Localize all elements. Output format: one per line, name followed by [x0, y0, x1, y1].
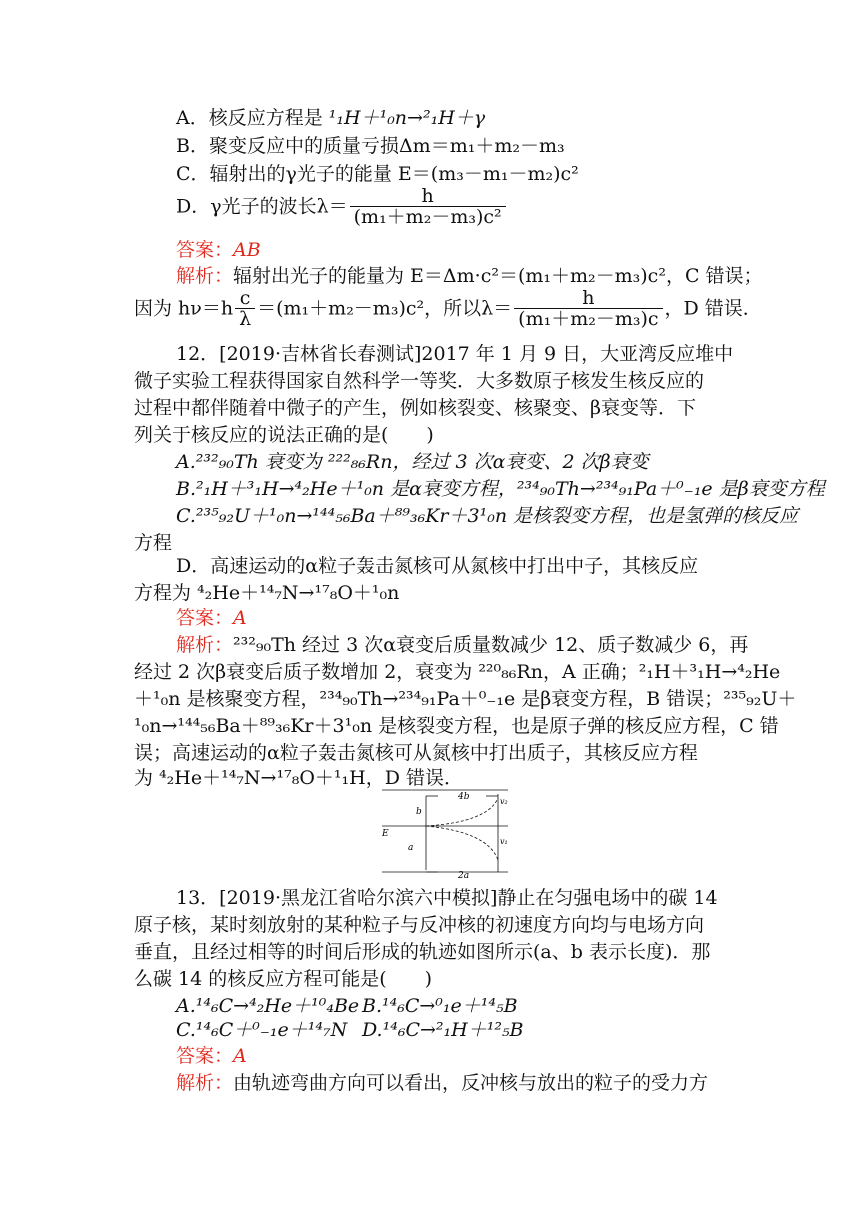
figure-label-v2: v₂	[500, 797, 508, 806]
q11-option-c: C．辐射出的γ光子的能量 E＝(m₃－m₁－m₂)c²	[176, 163, 579, 185]
q12-stem-line3: 过程中都伴随着中微子的产生，例如核裂变、核聚变、β衰变等．下	[134, 397, 696, 419]
q13-stem-line2: 原子核，某时刻放射的某种粒子与反冲核的初速度方向均与电场方向	[134, 914, 705, 936]
q12-analysis-line2: 经过 2 次β衰变后质子数增加 2，衰变为 ²²⁰₈₆Rn，A 正确；²₁H＋³₁H→⁴₂He	[134, 661, 781, 683]
q13-option-c: C.¹⁴₆C＋⁰₋₁e＋¹⁴₇N	[176, 1019, 348, 1041]
q12-option-c-line2: 方程	[134, 532, 173, 554]
figure-label-4b: 4b	[458, 792, 470, 802]
q11-analysis-line2: 因为 hν＝h $\frac{c}{\lambda}$ ＝(m₁＋m₂－m₃)c²，所以λ＝ $\frac{h}{\text{(m₁＋m₂－m₃)c}}$ ，D 错误．	[134, 287, 762, 330]
figure-label-b: b	[416, 807, 422, 817]
q13-stem-line3: 垂直，且经过相等的时间后形成的轨迹如图所示(a、b 表示长度)．那	[134, 941, 711, 963]
figure-label-v1: v₁	[500, 837, 508, 846]
q13-option-b: B.¹⁴₆C→⁰₁e＋¹⁴₅B	[362, 995, 518, 1017]
wavelength-fraction: $\frac{h}{\text{(m₁＋m₂－m₃)c²}}$	[350, 186, 506, 227]
q12-answer: 答案：A	[176, 607, 247, 629]
q12-option-a: A.²³²₉₀Th 衰变为 ²²²₈₆Rn，经过 3 次α衰变、2 次β衰变	[176, 451, 649, 473]
q13-answer: 答案：A	[176, 1045, 247, 1067]
q12-option-b: B.²₁H＋³₁H→⁴₂He＋¹₀n 是α衰变方程，²³⁴₉₀Th→²³⁴₉₁Pa＋⁰₋₁e 是β衰变方程	[176, 478, 825, 500]
q11-answer: 答案：AB	[176, 239, 261, 261]
q11-option-d: D．γ光子的波长λ＝ $\frac{h}{\text{(m₁＋m₂－m₃)c²}}$	[176, 186, 508, 227]
q12-analysis-line6: 为 ⁴₂He＋¹⁴₇N→¹⁷₈O＋¹₁H，D 错误．	[134, 767, 463, 789]
q12-analysis-line5: 误；高速运动的α粒子轰击氮核可从氮核中打出质子，其核反应方程	[134, 742, 698, 764]
trajectory-figure	[378, 786, 512, 878]
figure-label-2a: 2a	[458, 871, 470, 878]
figure-label-e: E	[382, 829, 389, 839]
q12-stem-line1: 12．[2019·吉林省长春测试]2017 年 1 月 9 日，大亚湾反应堆中	[176, 343, 734, 365]
q12-stem-line4: 列关于核反应的说法正确的是( )	[134, 424, 434, 446]
figure-label-a: a	[408, 843, 414, 853]
q13-option-a: A.¹⁴₆C→⁴₂He＋¹⁰₄Be	[176, 995, 360, 1017]
q12-option-d-line1: D．高速运动的α粒子轰击氮核可从氮核中打出中子，其核反应	[176, 555, 699, 577]
q12-option-d-line2: 方程为 ⁴₂He＋¹⁴₇N→¹⁷₈O＋¹₀n	[134, 582, 400, 604]
q12-stem-line2: 微子实验工程获得国家自然科学一等奖．大多数原子核发生核反应的	[134, 370, 705, 392]
q13-analysis-line1: 解析：由轨迹弯曲方向可以看出，反冲核与放出的粒子的受力方	[176, 1072, 709, 1094]
q13-option-d: D.¹⁴₆C→²₁H＋¹²₅B	[362, 1019, 524, 1041]
q12-analysis-line3: ＋¹₀n 是核聚变方程，²³⁴₉₀Th→²³⁴₉₁Pa＋⁰₋₁e 是β衰变方程，B 错误；²³⁵₉₂U＋	[134, 688, 797, 710]
q12-option-c-line1: C.²³⁵₉₂U＋¹₀n→¹⁴⁴₅₆Ba＋⁸⁹₃₆Kr＋3¹₀n 是核裂变方程，也是氢弹的核反应	[176, 505, 799, 527]
q12-analysis-line1: 解析：²³²₉₀Th 经过 3 次α衰变后质量数减少 12、质子数减少 6，再	[176, 634, 749, 656]
q11-option-a: A．核反应方程是 ¹₁H＋¹₀n→²₁H＋γ	[176, 107, 486, 129]
q12-analysis-line4: ¹₀n→¹⁴⁴₅₆Ba＋⁸⁹₃₆Kr＋3¹₀n 是核裂变方程，也是原子弹的核反应方程，C 错	[134, 715, 779, 737]
q11-analysis-line1: 解析：辐射出光子的能量为 E＝Δm·c²＝(m₁＋m₂－m₃)c²，C 错误；	[176, 265, 763, 287]
q13-stem-line1: 13．[2019·黑龙江省哈尔滨六中模拟]静止在匀强电场中的碳 14	[176, 887, 718, 909]
q11-option-b: B．聚变反应中的质量亏损Δm＝m₁＋m₂－m₃	[176, 135, 565, 157]
q13-stem-line4: 么碳 14 的核反应方程可能是( )	[134, 968, 433, 990]
